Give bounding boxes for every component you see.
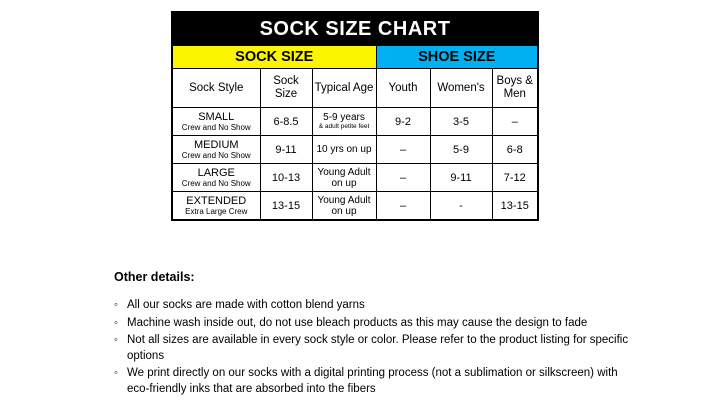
cell-sock-style (172, 136, 260, 164)
list-item: ◦ All our socks are made with cotton blend yarns (114, 298, 634, 314)
column-header-boys-men (492, 69, 538, 108)
cell-sock-size: 13-15 (260, 192, 312, 221)
group-header-shoe-size: SHOE SIZE (376, 46, 538, 69)
cell-sock-size: 6-8.5 (260, 108, 312, 136)
age-sub: on up (331, 205, 357, 217)
size-chart-table (171, 11, 539, 221)
cell-womens: - (430, 192, 492, 221)
table-row (172, 192, 538, 221)
cell-sock-size: 10-13 (260, 164, 312, 192)
sock-size-chart (171, 11, 537, 221)
other-details-list (114, 298, 634, 397)
cell-sock-style (172, 108, 260, 136)
age-main: 5-9 years (323, 112, 365, 123)
column-header-typical-age (312, 69, 376, 108)
cell-womens: 5-9 (430, 136, 492, 164)
group-header-row (172, 46, 538, 69)
cell-sock-style (172, 164, 260, 192)
style-sub: Crew and No Show (181, 123, 251, 132)
column-header-row (172, 69, 538, 108)
age-sub: & adult petite feet (318, 123, 370, 130)
style-name: EXTENDED (186, 195, 247, 207)
list-item: ◦ Not all sizes are available in every sock style or color. Please refer to the product listing for specific options (114, 333, 634, 364)
style-name: MEDIUM (193, 139, 239, 151)
table-row (172, 136, 538, 164)
cell-boys-men: 6-8 (492, 136, 538, 164)
column-header-womens: Women's (430, 69, 492, 108)
cell-boys-men: 13-15 (492, 192, 538, 221)
age-main: Young Adult (317, 166, 371, 178)
cell-sock-style (172, 192, 260, 221)
table-row (172, 164, 538, 192)
header-line: Boys & Men (496, 75, 533, 100)
header-line: Typical Age (314, 81, 374, 94)
column-header-sock-size (260, 69, 312, 108)
column-header-sock-style (172, 69, 260, 108)
style-sub: Crew and No Show (181, 151, 251, 160)
column-header-youth: Youth (376, 69, 430, 108)
cell-typical-age (312, 164, 376, 192)
group-header-sock-size: SOCK SIZE (172, 46, 376, 69)
style-name: LARGE (197, 167, 235, 179)
style-sub: Extra Large Crew (185, 207, 248, 216)
style-sub: Crew and No Show (181, 179, 251, 188)
cell-sock-size: 9-11 (260, 136, 312, 164)
cell-boys-men: 7-12 (492, 164, 538, 192)
table-row (172, 108, 538, 136)
cell-youth: – (376, 192, 430, 221)
cell-boys-men: – (492, 108, 538, 136)
age-main: Young Adult (317, 194, 371, 206)
other-details-heading: Other details: (114, 270, 195, 284)
age-sub: on up (331, 177, 357, 189)
chart-title: SOCK SIZE CHART (172, 12, 538, 46)
cell-womens: 3-5 (430, 108, 492, 136)
cell-womens: 9-11 (430, 164, 492, 192)
header-line: Sock Style (189, 81, 244, 94)
cell-youth: 9-2 (376, 108, 430, 136)
header-line: Sock Size (273, 75, 299, 100)
other-details-section (114, 270, 634, 399)
list-item: ◦ Machine wash inside out, do not use bleach products as this may cause the design to fade (114, 316, 634, 332)
style-name: SMALL (198, 111, 235, 123)
cell-typical-age (312, 108, 376, 136)
age-main: 10 yrs on up (316, 144, 372, 155)
cell-youth: – (376, 136, 430, 164)
cell-youth: – (376, 164, 430, 192)
list-item: ◦ We print directly on our socks with a digital printing process (not a sublimation or silkscreen) with eco-friendly inks that are absorbed into the fibers (114, 366, 634, 397)
cell-typical-age (312, 136, 376, 164)
chart-title-row (172, 12, 538, 46)
cell-typical-age (312, 192, 376, 221)
